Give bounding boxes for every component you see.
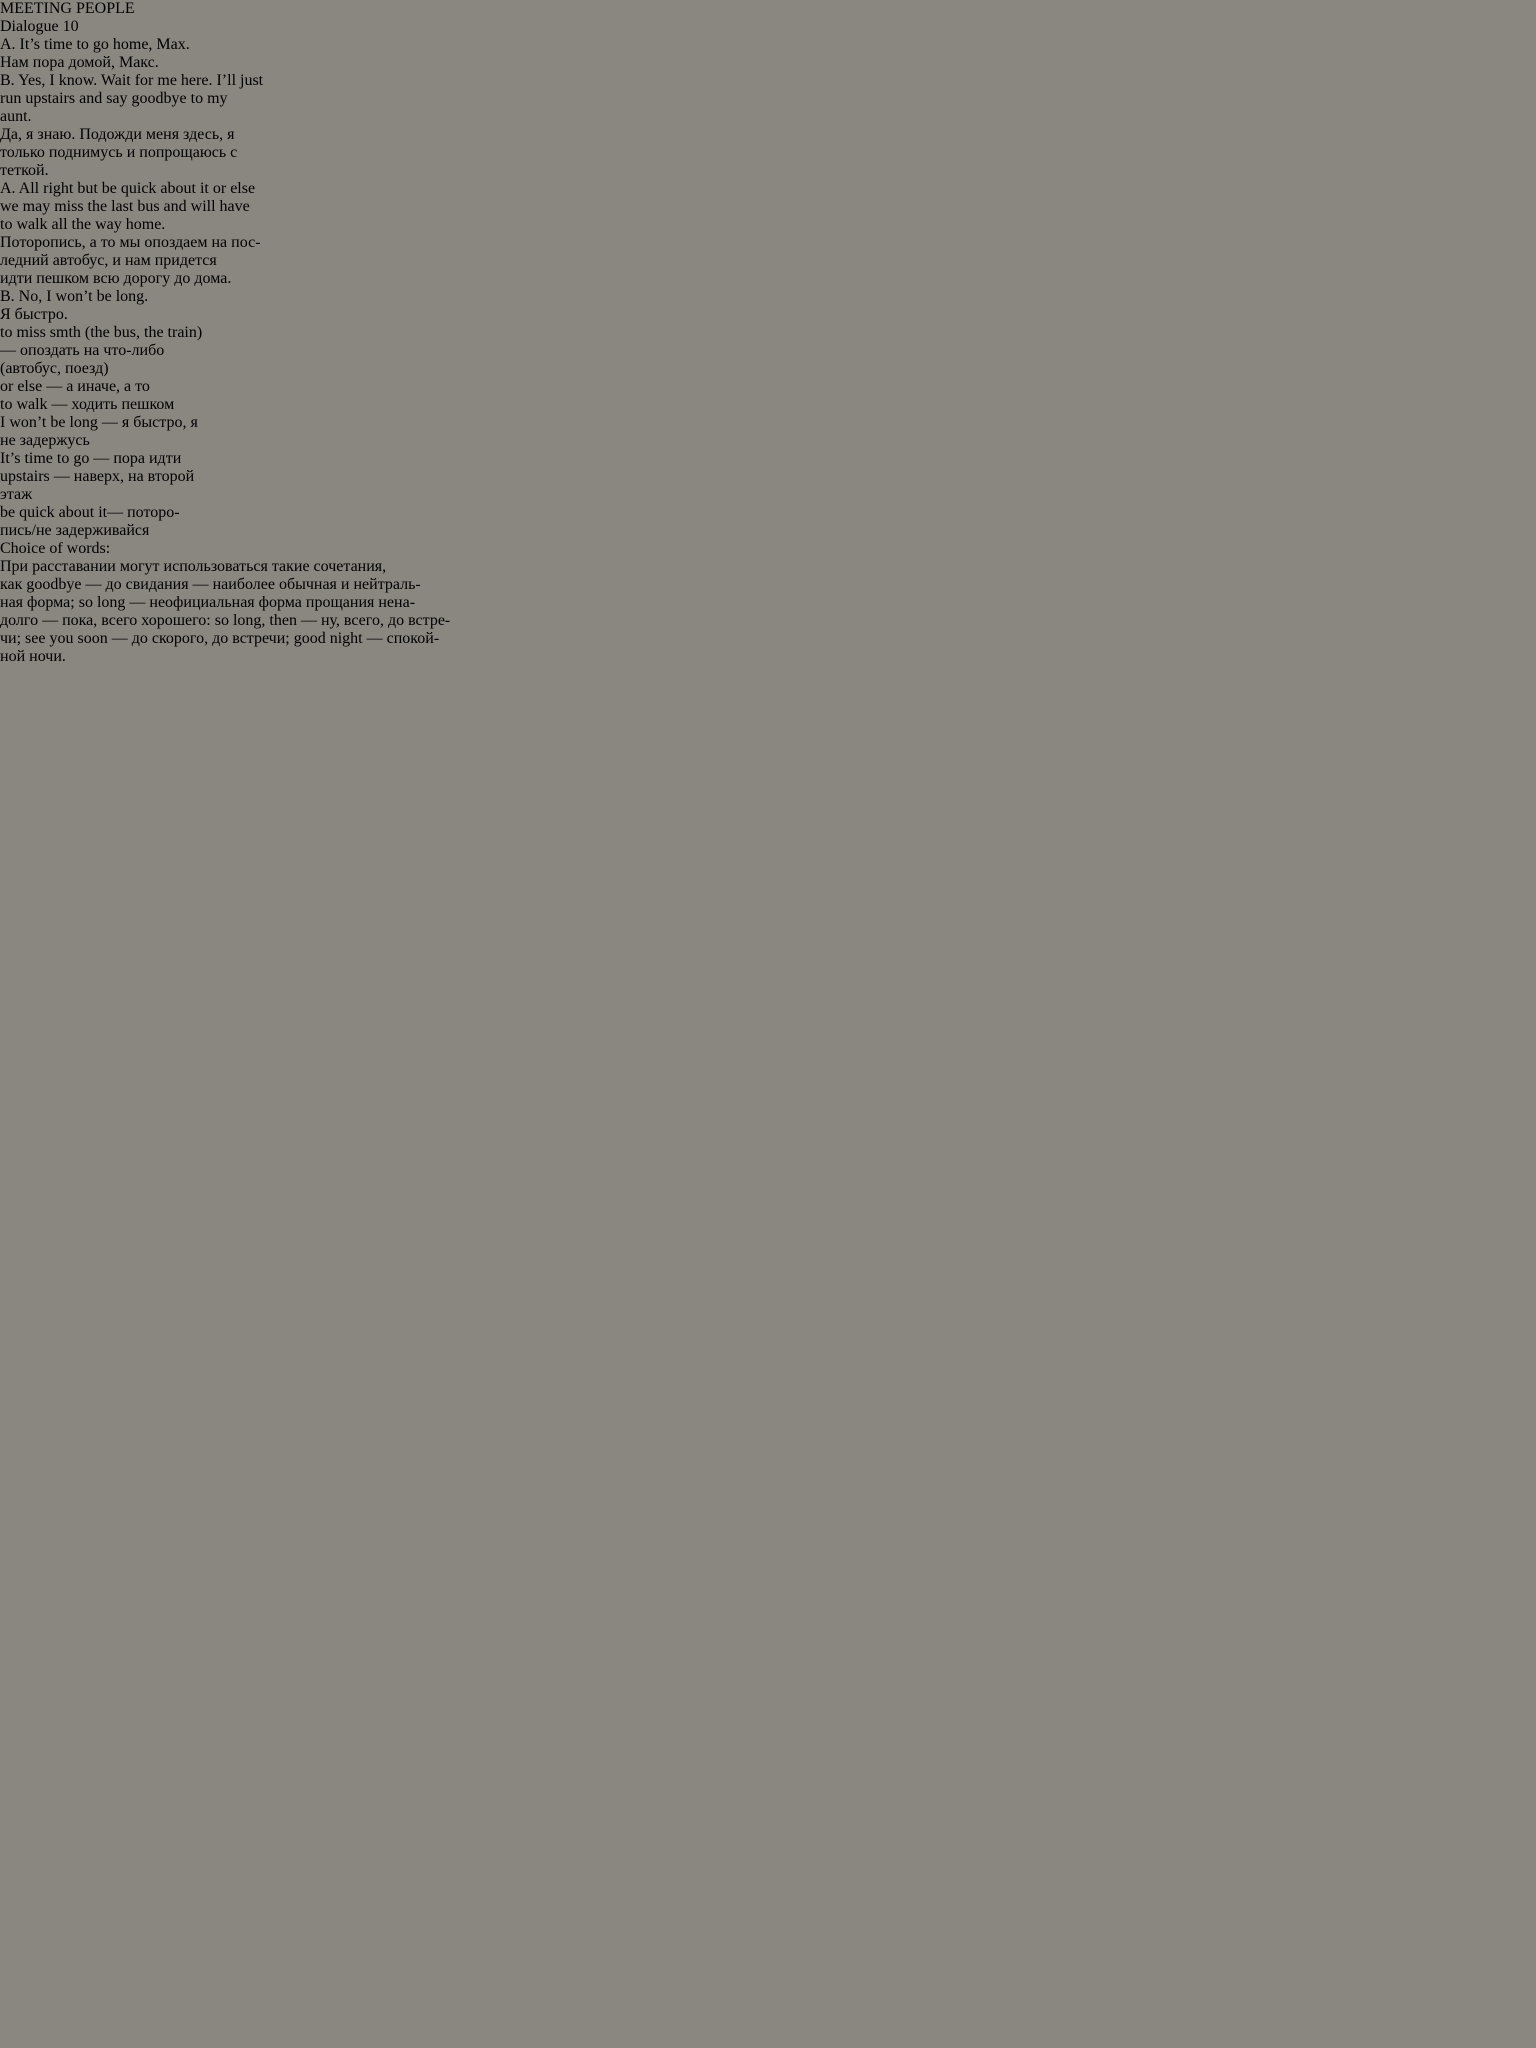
dialogue-line: B. Yes, I know. Wait for me here. I’ll just — [0, 72, 264, 89]
choice-of-words-section — [0, 540, 1536, 666]
choice-line: как goodbye — до свидания — наиболее обычная и нейтраль- — [0, 576, 421, 593]
vocab-line: (автобус, поезд) — [0, 360, 109, 377]
dialogue-line: Да, я знаю. Подожди меня здесь, я — [0, 126, 235, 143]
dialogue-lines — [0, 36, 1536, 324]
vocabulary-column — [0, 324, 1536, 540]
vocab-line: — опоздать на что-либо — [0, 342, 165, 359]
dialogue-line: to walk all the way home. — [0, 216, 166, 233]
dialogue-line: теткой. — [0, 162, 49, 179]
dialogue-line: run upstairs and say goodbye to my — [0, 90, 228, 107]
dialogue-title: Dialogue 10 — [0, 18, 79, 35]
dialogue-line: A. All right but be quick about it or else — [0, 180, 256, 197]
vocab-line: be quick about it— поторо- — [0, 504, 180, 521]
choice-line: чи; see you soon — до скорого, до встречи; good night — спокой- — [0, 630, 440, 647]
dialogue-line: A. It’s time to go home, Max. — [0, 36, 190, 53]
dialogue-line: Нам пора домой, Макс. — [0, 54, 159, 71]
vocab-line: It’s time to go — пора идти — [0, 450, 182, 467]
vocab-line: or else — а иначе, а то — [0, 378, 150, 395]
choice-lines — [0, 558, 1536, 666]
vocab-line: to miss smth (the bus, the train) — [0, 324, 203, 341]
dialogue-line: только поднимусь и попрощаюсь с — [0, 144, 238, 161]
page-upper-block — [0, 0, 1536, 540]
vocab-line: I won’t be long — я быстро, я — [0, 414, 198, 431]
dialogue-line: Поторопись, а то мы опоздаем на пос- — [0, 234, 261, 251]
choice-line: ная форма; so long — неофициальная форма прощания нена- — [0, 594, 416, 611]
two-column-block — [0, 18, 1536, 540]
choice-line: долго — пока, всего хорошего: so long, then — ну, всего, до встре- — [0, 612, 451, 629]
dialogue-line: B. No, I won’t be long. — [0, 288, 149, 305]
dialogue-column — [0, 18, 1536, 324]
choice-line: При расставании могут использоваться такие сочетания, — [0, 558, 387, 575]
dialogue-line: aunt. — [0, 108, 32, 125]
vocab-line: to walk — ходить пешком — [0, 396, 175, 413]
dialogue-line: we may miss the last bus and will have — [0, 198, 250, 215]
vocab-lines — [0, 324, 1536, 540]
vocab-line: пись/не задерживайся — [0, 522, 150, 539]
dialogue-line: Я быстро. — [0, 306, 68, 323]
running-head: MEETING PEOPLE — [0, 0, 135, 17]
choice-line: ной ночи. — [0, 648, 66, 665]
dialogue-line: идти пешком всю дорогу до дома. — [0, 270, 232, 287]
vocab-line: не задержусь — [0, 432, 90, 449]
dialogue-line: ледний автобус, и нам придется — [0, 252, 217, 269]
vocab-line: upstairs — наверх, на второй — [0, 468, 195, 485]
choice-heading: Choice of words: — [0, 540, 111, 557]
vocab-line: этаж — [0, 486, 33, 503]
